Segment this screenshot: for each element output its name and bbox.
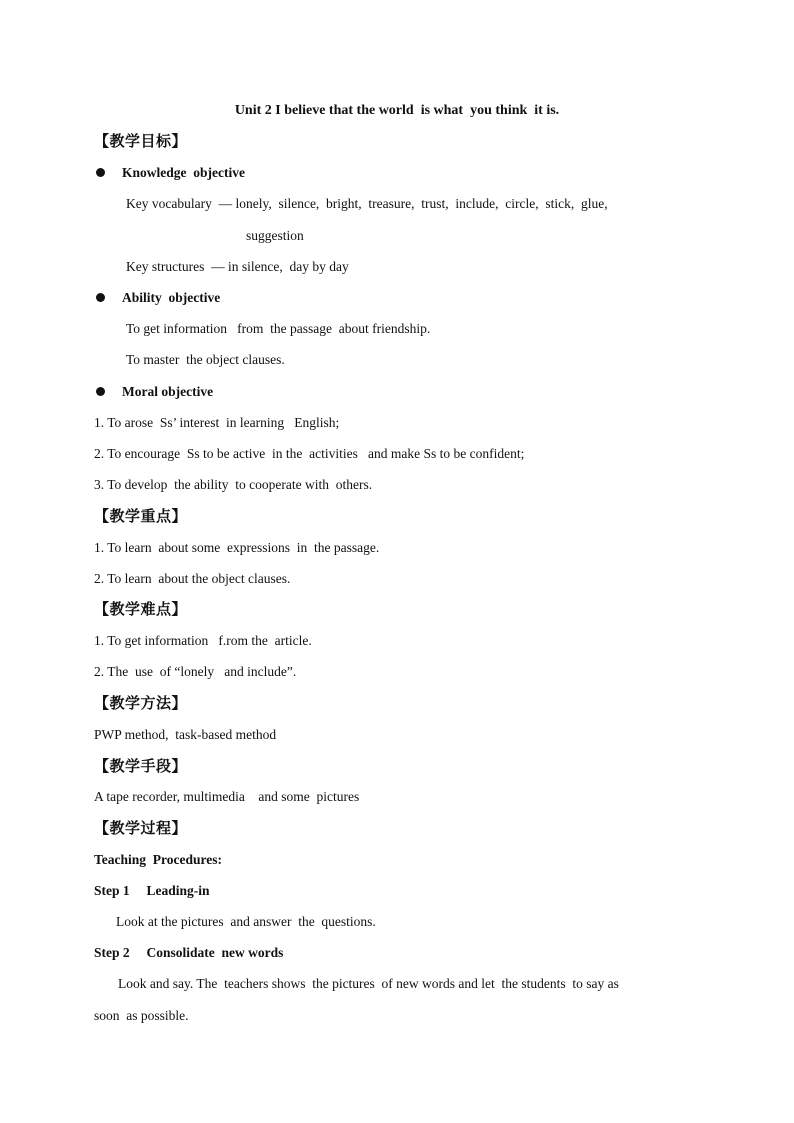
page-title: Unit 2 I believe that the world is what you think it is.: [234, 103, 560, 118]
difficulty-item: 1. To get information f.rom the article.: [94, 633, 312, 648]
ability-objective-heading: Ability objective: [122, 290, 221, 305]
ability-line: To get information from the passage about friendship.: [126, 321, 431, 336]
means-text: A tape recorder, multimedia and some pictures: [94, 789, 360, 804]
key-point-item: 2. To learn about the object clauses.: [94, 571, 291, 586]
ability-line: To master the object clauses.: [126, 352, 285, 367]
section-objectives-header: 【教学目标】: [94, 132, 188, 150]
difficulty-item: 2. The use of “lonely and include”.: [94, 664, 297, 679]
methods-text: PWP method, task-based method: [94, 727, 277, 742]
section-process-header: 【教学过程】: [94, 819, 188, 837]
section-difficulties-header: 【教学难点】: [94, 600, 188, 618]
step2-text-line: soon as possible.: [94, 1008, 189, 1023]
key-vocabulary-continuation: suggestion: [246, 228, 304, 243]
key-structures-line: Key structures — in silence, day by day: [126, 259, 349, 274]
step1-heading: Step 1 Leading-in: [94, 883, 210, 898]
moral-item: 3. To develop the ability to cooperate with others.: [94, 477, 373, 492]
moral-item: 1. To arose Ss’ interest in learning English;: [94, 415, 340, 430]
step2-text-line: Look and say. The teachers shows the pictures of new words and let the students to say as: [118, 976, 619, 991]
key-vocabulary-line: Key vocabulary — lonely, silence, bright, treasure, trust, include, circle, stick, glue,: [126, 196, 608, 211]
step1-text: Look at the pictures and answer the questions.: [116, 914, 376, 929]
step2-heading: Step 2 Consolidate new words: [94, 945, 284, 960]
teaching-procedures-title: Teaching Procedures:: [94, 852, 222, 867]
section-means-header: 【教学手段】: [94, 757, 188, 775]
bullet-icon: [96, 293, 105, 302]
moral-objective-heading: Moral objective: [122, 384, 214, 399]
section-key-points-header: 【教学重点】: [94, 507, 188, 525]
section-methods-header: 【教学方法】: [94, 694, 188, 712]
knowledge-objective-heading: Knowledge objective: [122, 165, 245, 180]
moral-item: 2. To encourage Ss to be active in the activities and make Ss to be confident;: [94, 446, 525, 461]
bullet-icon: [96, 168, 105, 177]
bullet-icon: [96, 387, 105, 396]
key-point-item: 1. To learn about some expressions in the passage.: [94, 540, 380, 555]
